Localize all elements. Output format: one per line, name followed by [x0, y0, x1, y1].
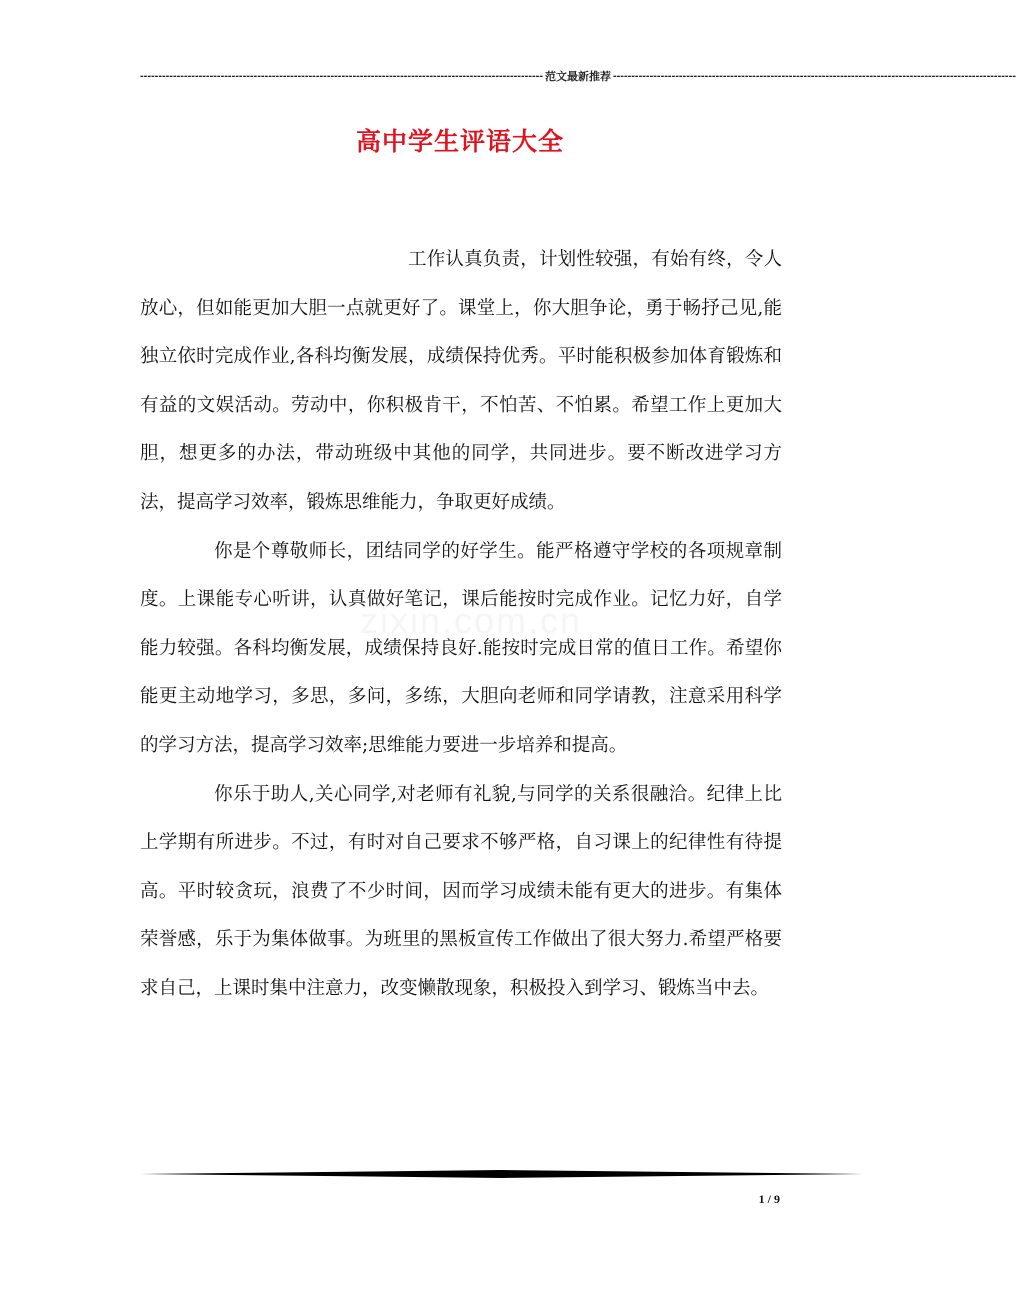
header-dash-left: --------------------------------------------------------------------------------------------------------------: [140, 70, 543, 82]
page-number: 1 / 9: [758, 1192, 780, 1206]
document-body: [140, 236, 782, 1014]
watermark: zixin.com.cn: [360, 600, 583, 641]
header-dash-right: --------------------------------------------------------------------------------------------------------------: [612, 70, 1016, 82]
header-label: 范文最新推荐: [544, 71, 611, 83]
paragraph-3: 你乐于助人,关心同学,对老师有礼貌,与同学的关系很融洽。纪律上比上学期有所进步。不过，有时对自己要求不够严格，自习课上的纪律性有待提高。平时较贪玩，浪费了不少时间，因而学习成绩未能有更大的进步。有集体荣誉感，乐于为集体做事。为班里的黑板宣传工作做出了很大努力.希望严格要求自己，上课时集中注意力，改变懒散现象，积极投入到学习、锻炼当中去。: [140, 783, 782, 999]
paragraph-2: 你是个尊敬师长，团结同学的好学生。能严格遵守学校的各项规章制度。上课能专心听讲，认真做好笔记，课后能按时完成作业。记忆力好，自学能力较强。各科均衡发展，成绩保持良好.能按时完成日常的值日工作。希望你能更主动地学习，多思，多问，多练，大胆向老师和同学请教，注意采用科学的学习方法，提高学习效率;思维能力要进一步培养和提高。: [140, 540, 782, 756]
paragraph-1: 工作认真负责，计划性较强，有始有终，令人放心，但如能更加大胆一点就更好了。课堂上，你大胆争论，勇于畅抒己见,能独立依时完成作业,各科均衡发展，成绩保持优秀。平时能积极参加体育锻炼和有益的文娱活动。劳动中，你积极肯干，不怕苦、不怕累。希望工作上更加大胆，想更多的办法，带动班级中其他的同学，共同进步。要不断改进学习方法，提高学习效率，锻炼思维能力，争取更好成绩。: [140, 249, 782, 513]
document-title: 高中学生评语大全: [355, 127, 564, 156]
header-banner: [140, 68, 1016, 84]
footer-rule: [140, 1168, 864, 1180]
